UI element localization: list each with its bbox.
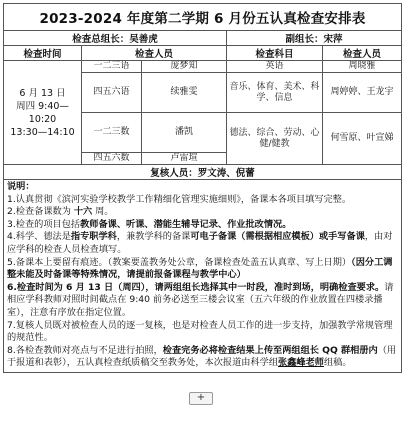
note-2-text: 2.检查备课数为: [7, 206, 74, 218]
inspection-date-cell: [4, 61, 82, 165]
vice-leader-cell: [227, 31, 402, 46]
note-2-suffix: 周。: [92, 206, 114, 218]
subject-cell: 英语: [227, 61, 323, 73]
note-4-mode: 可电子备课（需根据相应模板）或手写备课: [190, 231, 365, 243]
rechecker-cell: 复核人员：罗文涛、倪蕾: [4, 165, 402, 180]
date-line-2: 周四 9:40—10:20: [16, 100, 69, 125]
note-5: [7, 257, 399, 282]
note-4-subjects: 指专职学科: [70, 231, 117, 243]
schedule-table: [3, 3, 402, 373]
col-header-subject: 检查科目: [227, 46, 323, 61]
note-8-suffix: 组稿。: [323, 357, 352, 369]
date-line-3: 13:30—14:10: [10, 126, 75, 138]
inspector-cell: 潘凯: [142, 113, 227, 153]
grade-cell: 四五六数: [82, 153, 142, 165]
note-7: 7.复核人员既对被检查人员的逐一复核，也是对检查人员工作的进一步支持，加强教学常规管理的规范性。: [7, 319, 393, 344]
chief-leader-cell: [4, 31, 227, 46]
vice-label: 副组长：: [285, 34, 324, 45]
note-6-bold: 6.检查时间为 6 月 13 日（周四），请两组组长选择其中一时段，准时到场，明确检查要求。: [7, 281, 385, 293]
note-8-teacher: 张鑫峰老师: [278, 357, 324, 369]
note-2-weeks: 十六: [73, 206, 93, 218]
note-4-text: 4.科学、德法是: [7, 231, 71, 243]
subject-cell: 德法、综合、劳动、心健/健教: [227, 113, 323, 165]
note-3-text: 3.检查的项目包括: [7, 218, 81, 230]
inspector2-cell: 周婷婷、王龙宇: [323, 73, 402, 113]
chief-name: 吴善虎: [129, 34, 158, 45]
note-4-text-2: ，兼教学科的备课: [116, 231, 191, 243]
grade-cell: 一二三语: [82, 61, 142, 73]
inspector-cell: 卢雷瑄: [142, 153, 227, 165]
inspector2-cell: 何雪原、叶宣娣: [323, 113, 402, 165]
inspector-cell: 庞梦知: [142, 61, 227, 73]
subject-cell: 音乐、体育、美术、科学、信息: [227, 73, 323, 113]
note-8-text: 8.各检查教师对亮点与不足进行拍照，: [7, 344, 163, 356]
note-8-text-2: （用于报道和表彰），五认真检查纸质稿交至教务处，本次报道由科学组: [7, 344, 397, 369]
date-line-1: 6 月 13 日: [19, 87, 66, 99]
chief-label: 检查总组长：: [72, 34, 130, 45]
note-1: 1.认真贯彻《滨河实验学校教学工作精细化管理实施细则》，备课本各项目填写完整。: [7, 193, 352, 205]
notes-cell: [4, 180, 402, 373]
note-6: [7, 282, 399, 320]
note-4: [7, 231, 399, 256]
note-8-bold: 检查完务必将检查结果上传至两组组长 QQ 群相册内: [162, 344, 378, 356]
inspector2-cell: 周晓雅: [323, 61, 402, 73]
schedule-sheet: [3, 3, 401, 373]
add-row-button[interactable]: +: [189, 392, 213, 405]
col-header-inspector-right: 检查人员: [323, 46, 402, 61]
note-2: [7, 206, 399, 219]
inspector-cell: 续雅雯: [142, 73, 227, 113]
grade-cell: 四五六语: [82, 73, 142, 113]
vice-name: 宋萍: [323, 34, 343, 45]
note-5-text: 5.备课本上要留有痕迹。（教案要盖教务处公章，备课检查处盖五认真章、写上日期）: [7, 256, 352, 268]
note-5-bold: （因分工调整未能及时备课等特殊情况，请提前报备课程与教学中心）: [7, 256, 393, 281]
col-header-time: 检查时间: [4, 46, 82, 61]
notes-heading: 说明：: [7, 181, 35, 192]
note-4-text-3: ，由对应学科的检查人员检查填写。: [7, 231, 393, 255]
grade-cell: 一二三数: [82, 113, 142, 153]
note-6-text: 请相应学科教师对照时间截点在 9:40 前务必送至三楼会议室（五六年级的作业放置在四楼录播室），: [7, 281, 394, 318]
page-title: 2023-2024 年度第二学期 6 月份五认真检查安排表: [4, 4, 402, 31]
note-6-text-2: 注意有序放在指定位置。: [29, 306, 132, 318]
col-header-inspector-left: 检查人员: [82, 46, 227, 61]
note-3: [7, 219, 399, 232]
note-3-items: 教师备课、听课、潜能生辅导记录、作业批改情况。: [80, 218, 292, 230]
note-8: [7, 345, 399, 370]
